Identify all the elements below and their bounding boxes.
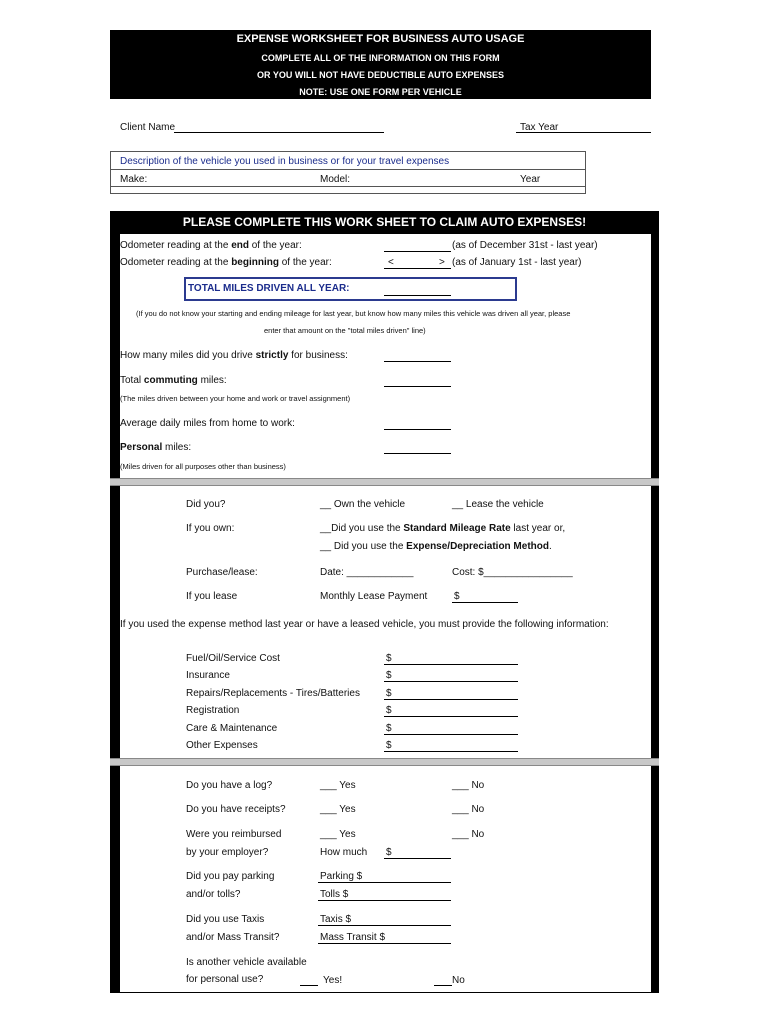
odometer-begin-gt: > [439, 257, 445, 268]
avg-daily-miles-label: Average daily miles from home to work: [120, 418, 295, 429]
monthly-lease-label: Monthly Lease Payment [320, 591, 428, 602]
if-own-label: If you own: [186, 523, 235, 534]
personal-miles-label: Personal miles: [120, 442, 192, 453]
expense-field[interactable] [384, 664, 518, 665]
expense-dollar: $ [386, 670, 392, 681]
reimbursed-yes-option[interactable]: ___ Yes [320, 829, 356, 840]
tax-year-label: Tax Year [520, 122, 559, 133]
expense-dollar: $ [386, 705, 392, 716]
expense-field[interactable] [384, 716, 518, 717]
expense-label: Repairs/Replacements - Tires/Batteries [186, 688, 360, 699]
if-lease-label: If you lease [186, 591, 238, 602]
how-much-dollar: $ [386, 847, 392, 858]
commuting-miles-field[interactable] [384, 386, 451, 387]
standard-mileage-option[interactable]: __Did you use the Standard Mileage Rate last year or, [320, 523, 566, 534]
left-border-bar [110, 766, 120, 993]
expense-field[interactable] [384, 751, 518, 752]
header-note: NOTE: USE ONE FORM PER VEHICLE [299, 87, 462, 97]
did-you-label: Did you? [186, 499, 226, 510]
another-yes-option[interactable]: Yes! [323, 975, 343, 986]
make-label: Make: [120, 174, 148, 185]
tax-year-field[interactable] [516, 132, 651, 133]
parking-label: Parking $ [320, 871, 363, 882]
by-employer-label: by your employer? [186, 847, 269, 858]
tolls-field[interactable] [318, 900, 451, 901]
expense-label: Fuel/Oil/Service Cost [186, 653, 280, 664]
mileage-note-2: enter that amount on the "total miles driven" line) [264, 326, 426, 335]
personal-note: (Miles driven for all purposes other than business) [120, 462, 286, 471]
lease-vehicle-option[interactable]: __ Lease the vehicle [452, 499, 544, 510]
form-header [110, 30, 651, 99]
receipts-question: Do you have receipts? [186, 804, 286, 815]
header-instruction-2: OR YOU WILL NOT HAVE DEDUCTIBLE AUTO EXPENSES [256, 70, 505, 80]
odometer-begin-field[interactable] [384, 268, 451, 269]
monthly-lease-field[interactable] [452, 602, 518, 603]
section-divider [110, 758, 659, 766]
right-border-bar [651, 766, 659, 993]
purchase-date-field[interactable]: Date: ____________ [320, 567, 414, 578]
log-question: Do you have a log? [186, 780, 273, 791]
personal-miles-field[interactable] [384, 453, 451, 454]
receipts-yes-option[interactable]: ___ Yes [320, 804, 356, 815]
expense-dollar: $ [386, 688, 392, 699]
vehicle-description-label: Description of the vehicle you used in business or for your travel expenses [120, 156, 450, 167]
purchase-lease-label: Purchase/lease: [186, 567, 258, 578]
reimbursed-question: Were you reimbursed [186, 829, 282, 840]
total-miles-label: TOTAL MILES DRIVEN ALL YEAR: [188, 283, 350, 294]
another-vehicle-question: Is another vehicle available [186, 957, 307, 968]
monthly-lease-dollar: $ [454, 591, 460, 602]
parking-field[interactable] [318, 882, 451, 883]
personal-use-question: for personal use? [186, 974, 264, 985]
left-border-bar [110, 234, 120, 478]
expense-intro: If you used the expense method last year or have a leased vehicle, you must provide the following information: [120, 619, 609, 630]
own-vehicle-option[interactable]: __ Own the vehicle [320, 499, 406, 510]
expense-label: Insurance [186, 670, 230, 681]
another-no-blank[interactable] [434, 985, 452, 986]
odometer-begin-label: Odometer reading at the beginning of the year: [120, 257, 332, 268]
total-miles-field[interactable] [384, 295, 451, 296]
section-divider [110, 478, 659, 486]
model-label: Model: [320, 174, 351, 185]
taxis-question: Did you use Taxis [186, 914, 265, 925]
odometer-end-field[interactable] [384, 251, 451, 252]
expense-dollar: $ [386, 740, 392, 751]
expense-label: Registration [186, 705, 240, 716]
business-miles-label: How many miles did you drive strictly for business: [120, 350, 348, 361]
log-yes-option[interactable]: ___ Yes [320, 780, 356, 791]
mileage-note-1: (If you do not know your starting and ending mileage for last year, but know how many miles this vehicle was driven all year, please [136, 309, 571, 318]
right-border-bar [651, 234, 659, 478]
taxis-label: Taxis $ [320, 914, 352, 925]
right-border-bar [651, 486, 659, 758]
receipts-no-option[interactable]: ___ No [452, 804, 485, 815]
commuting-miles-label: Total commuting miles: [120, 375, 227, 386]
client-name-label: Client Name [120, 122, 176, 133]
client-name-field[interactable] [174, 132, 384, 133]
expense-field[interactable] [384, 699, 518, 700]
worksheet-banner: PLEASE COMPLETE THIS WORK SHEET TO CLAIM AUTO EXPENSES! [110, 211, 659, 234]
transit-field[interactable] [318, 943, 451, 944]
expense-method-option[interactable]: __ Did you use the Expense/Depreciation Method. [320, 541, 552, 552]
expense-label: Care & Maintenance [186, 723, 278, 734]
odometer-end-note: (as of December 31st - last year) [452, 240, 598, 251]
expense-dollar: $ [386, 723, 392, 734]
left-border-bar [110, 486, 120, 758]
business-miles-field[interactable] [384, 361, 451, 362]
taxis-field[interactable] [318, 925, 451, 926]
header-instruction-1: COMPLETE ALL OF THE INFORMATION ON THIS FORM [261, 53, 500, 63]
transit-label: Mass Transit $ [320, 932, 386, 943]
another-no-option[interactable]: No [452, 975, 465, 986]
odometer-begin-note: (as of January 1st - last year) [452, 257, 582, 268]
odometer-begin-lt: < [388, 257, 394, 268]
tolls-label: Tolls $ [320, 889, 349, 900]
another-yes-blank[interactable] [300, 985, 318, 986]
commuting-note: (The miles driven between your home and work or travel assignment) [120, 394, 351, 403]
year-label: Year [520, 174, 541, 185]
avg-daily-miles-field[interactable] [384, 429, 451, 430]
expense-field[interactable] [384, 681, 518, 682]
reimbursed-no-option[interactable]: ___ No [452, 829, 485, 840]
form-title: EXPENSE WORKSHEET FOR BUSINESS AUTO USAGE [236, 33, 525, 45]
parking-question: Did you pay parking [186, 871, 275, 882]
expense-dollar: $ [386, 653, 392, 664]
transit-question: and/or Mass Transit? [186, 932, 280, 943]
expense-label: Other Expenses [186, 740, 258, 751]
purchase-cost-field[interactable]: Cost: $________________ [452, 567, 573, 578]
log-no-option[interactable]: ___ No [452, 780, 485, 791]
tolls-question: and/or tolls? [186, 889, 241, 900]
how-much-label: How much [320, 847, 368, 858]
expense-field[interactable] [384, 734, 518, 735]
how-much-field[interactable] [384, 858, 451, 859]
odometer-end-label: Odometer reading at the end of the year: [120, 240, 302, 251]
